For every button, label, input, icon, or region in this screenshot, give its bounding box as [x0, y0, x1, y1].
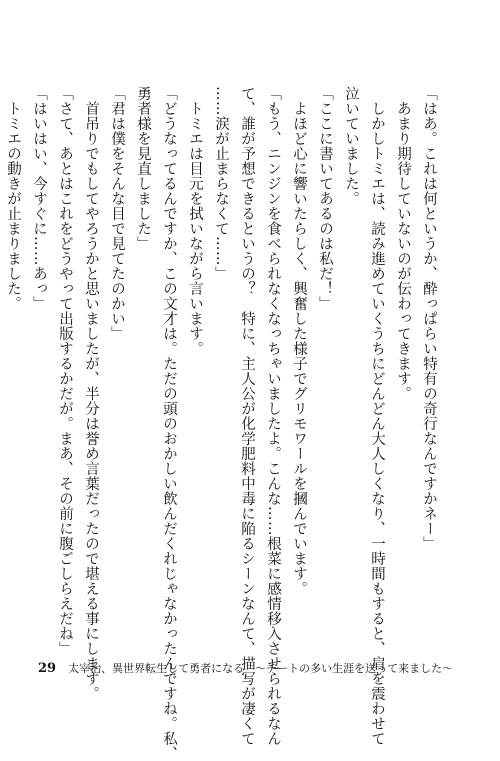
text-line: 「はいはい、今すぐに……あっ」 — [31, 86, 47, 311]
text-line: 「君は僕をそんな目で見てたのかい」 — [109, 86, 125, 341]
page-footer — [38, 660, 453, 676]
page-number: 29 — [38, 661, 57, 676]
text-line: トミエは目元を拭いながら言います。 — [187, 100, 203, 356]
book-title: 太宰治、異世界転生して勇者になる ～チートの多い生涯を送って来ました～ — [68, 662, 454, 675]
text-line: あまり期待していないのが伝わってきます。 — [395, 100, 411, 401]
text-line: トミエの動きが止まりました。 — [5, 100, 21, 311]
text-line: 「さて、あとはこれをどうやって出版するかだが。まあ、その前に腹ごしらえだね」 — [57, 86, 73, 656]
text-line: 勇者様を見直しました」 — [135, 86, 151, 251]
text-line: 「もう、ニンジンを食べられなくなっちゃいましたよ。こんな……根菜に感情移入させられるなん — [265, 86, 281, 746]
text-line: て、誰が予想できるというの？ 特に、主人公が化学肥料中毒に陥るシーンなんて、描写が凄くて — [239, 86, 255, 746]
text-line: 泣いていました。 — [343, 86, 359, 206]
text-line: ……涙が止まらなくて……」 — [213, 86, 229, 281]
text-line: よほど心に響いたらしく、興奮した様子でグリモワールを摑んでいます。 — [291, 100, 307, 596]
text-line: 「ここに書いてあるのは私だ！」 — [317, 86, 333, 311]
text-line: 「どうなってるんですか、この文才は。ただの頭のおかしい飲んだくれじゃなかったんですね。私、 — [161, 86, 177, 761]
text-line: しかしトミエは、読み進めていくうちにどんどん大人しくなり、一時間もすると、肩を震わせて — [369, 100, 385, 746]
text-line: 首吊りでもしてやろうかと思いましたが、半分は誉め言葉だったので堪える事にします。 — [83, 100, 99, 701]
text-line: 「はあ。これは何というか、酔っぱらい特有の奇行なんですかネー」 — [421, 86, 437, 551]
